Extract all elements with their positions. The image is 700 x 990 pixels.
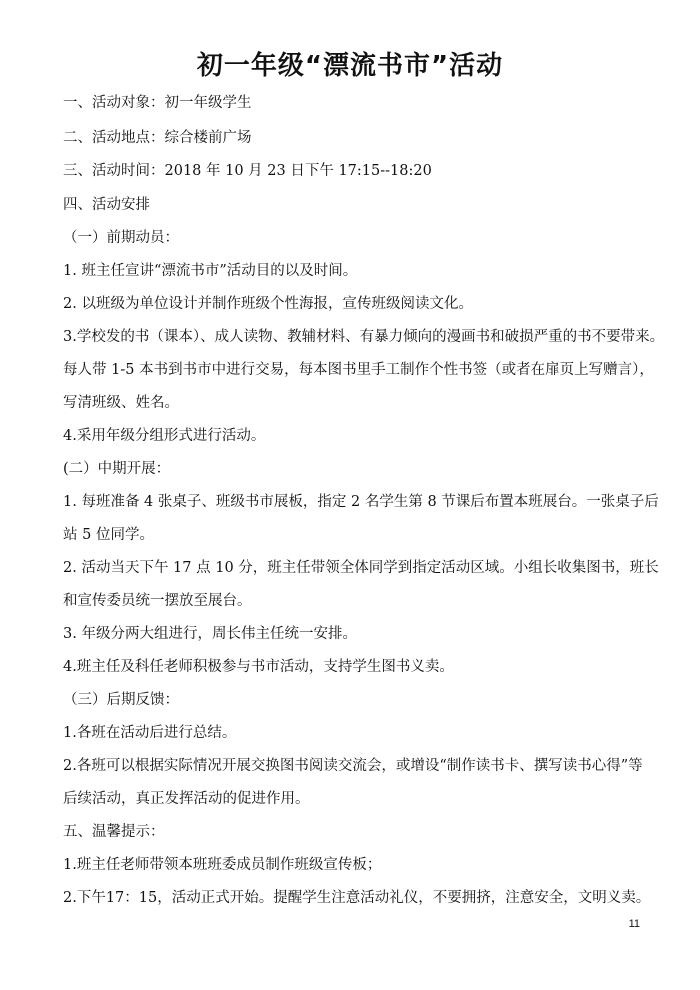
text-line: (二）中期开展： <box>63 461 171 477</box>
text-line: 四、活动安排 <box>63 197 150 213</box>
text-line: 五、温馨提示： <box>63 824 165 840</box>
text-line: 站 5 位同学。 <box>63 527 154 543</box>
text-line: 1. 每班准备 4 张桌子、班级书市展板，指定 2 名学生第 8 节课后布置本班展台。一张桌子后 <box>63 494 659 510</box>
page-number: 11 <box>628 918 640 930</box>
text-line: 4.班主任及科任老师积极参与书市活动，支持学生图书义卖。 <box>63 659 454 675</box>
text-line: 一、活动对象：初一年级学生 <box>63 95 252 111</box>
text-line: 二、活动地点：综合楼前广场 <box>63 130 252 146</box>
text-line: 1.班主任老师带领本班班委成员制作班级宣传板； <box>63 857 382 873</box>
text-line: （一）前期动员： <box>63 230 179 246</box>
text-line: 2. 以班级为单位设计并制作班级个性海报，宣传班级阅读文化。 <box>63 296 473 312</box>
text-line: 4.采用年级分组形式进行活动。 <box>63 428 266 444</box>
text-line: 3.学校发的书（课本）、成人读物、教辅材料、有暴力倾向的漫画书和破损严重的书不要带来。 <box>63 329 665 345</box>
text-line: 1. 班主任宣讲“漂流书市”活动目的以及时间。 <box>63 263 358 279</box>
text-line: 写清班级、姓名。 <box>63 395 179 411</box>
text-line: 1.各班在活动后进行总结。 <box>63 725 237 741</box>
text-line: 2.下午17：15，活动正式开始。提醒学生注意活动礼仪，不要拥挤，注意安全，文明义卖。 <box>63 890 651 906</box>
document-title: 初一年级“漂流书市”活动 <box>196 51 504 81</box>
text-line: 和宣传委员统一摆放至展台。 <box>63 593 252 609</box>
text-line: 每人带 1-5 本书到书市中进行交易，每本图书里手工制作个性书签（或者在扉页上写赠言）， <box>63 362 654 378</box>
text-line: 后续活动，真正发挥活动的促进作用。 <box>63 791 310 807</box>
text-line: 3. 年级分两大组进行，周长伟主任统一安排。 <box>63 626 357 642</box>
text-line: （三）后期反馈： <box>63 692 179 708</box>
text-line: 2.各班可以根据实际情况开展交换图书阅读交流会，或增设“制作读书卡、撰写读书心得”等 <box>63 758 643 774</box>
text-line: 2. 活动当天下午 17 点 10 分，班主任带领全体同学到指定活动区域。小组长收集图书，班长 <box>63 560 659 576</box>
text-line: 三、活动时间：2018 年 10 月 23 日下午 17:15--18:20 <box>63 163 432 179</box>
